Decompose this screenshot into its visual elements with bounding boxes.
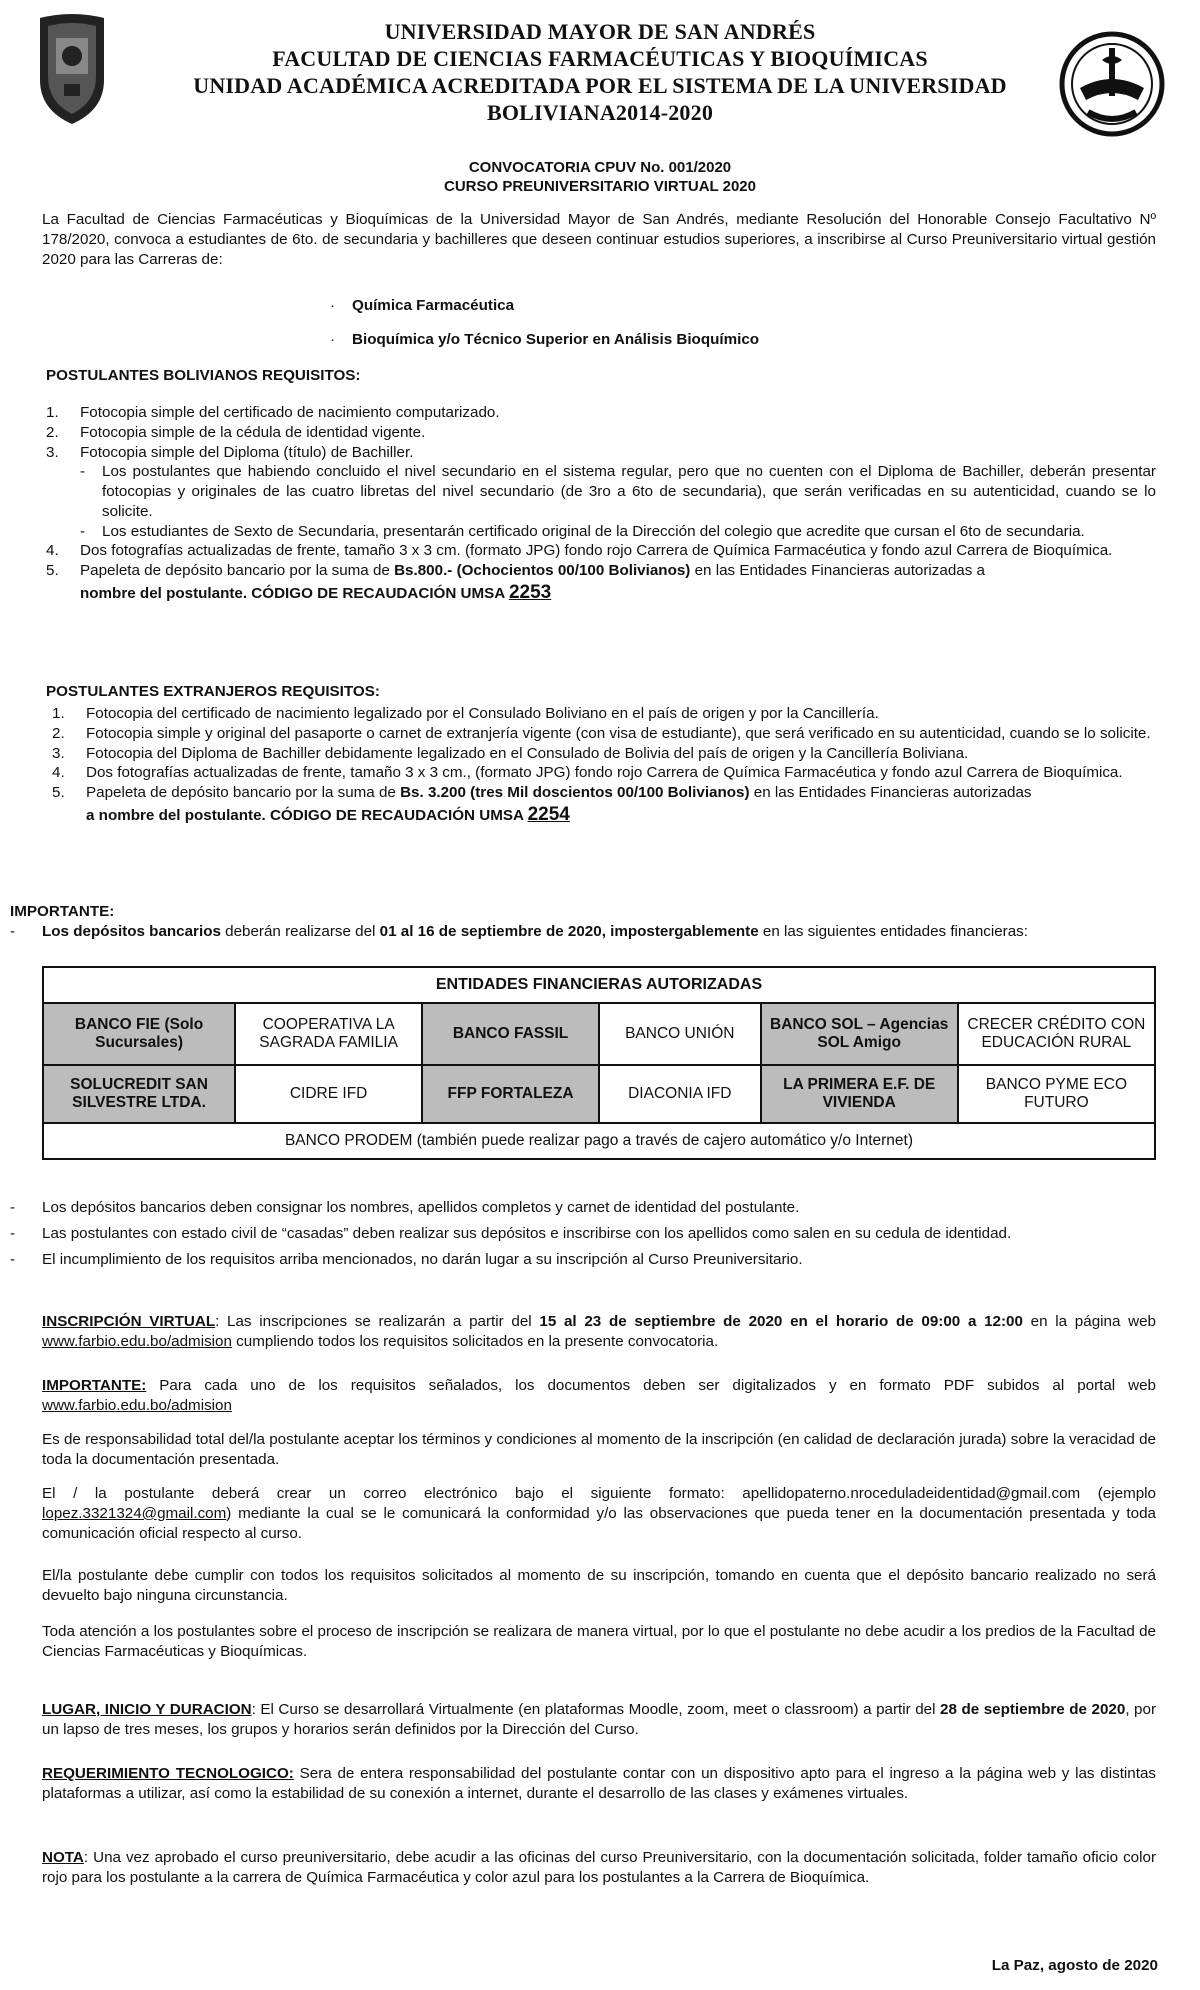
- convocatoria-title: CONVOCATORIA CPUV No. 001/2020: [468, 159, 732, 176]
- list-subitem: - Los postulantes que habiendo concluido el nivel secundario en el sistema regular, pero que no cuenten con el Diploma de Bachiller, deberán presentar fotocopias y originales de las cuatro libretas del nivel secundario (de 3ro a 6to de secundaria), que serán verificadas en su autenticidad, cuando se lo solicite.: [80, 463, 1156, 520]
- table-row: [43, 1123, 1155, 1159]
- list-subitem: - Los estudiantes de Sexto de Secundaria, presentarán certificado original de la Dirección del colegio que acredite que cursan el 6to de secundaria.: [80, 522, 1085, 540]
- list-item: 3. Fotocopia del Diploma de Bachiller debidamente legalizado en el Consulado de Bolivia del país de origen y la Cancillería Boliviana.: [52, 744, 969, 762]
- table-header: ENTIDADES FINANCIERAS AUTORIZADAS: [43, 967, 1155, 1003]
- email-example: lopez.3321324@gmail.com: [42, 1504, 227, 1522]
- faculty-name: FACULTAD DE CIENCIAS FARMACÉUTICAS Y BIOQUÍMICAS: [272, 46, 928, 71]
- list-item: 1. Fotocopia simple del certificado de nacimiento computarizado.: [46, 404, 500, 421]
- extranjeros-requirements: [52, 704, 1156, 827]
- career-item: · Química Farmacéutica: [330, 297, 515, 314]
- university-name: UNIVERSIDAD MAYOR DE SAN ANDRÉS: [384, 19, 816, 44]
- list-item: 1. Fotocopia del certificado de nacimiento legalizado por el Consulado Boliviano en el país de origen y por la Cancillería.: [52, 705, 879, 722]
- importante-pdf-paragraph: IMPORTANTE: Para cada uno de los requisitos señalados, los documentos deben ser digitalizados y en formato PDF subidos al portal web www.farbio.edu.bo/admision: [42, 1377, 1156, 1414]
- table-cell: BANCO FASSIL: [422, 1003, 599, 1065]
- list-item: - El incumplimiento de los requisitos arriba mencionados, no darán lugar a su inscripción al Curso Preuniversitario.: [10, 1250, 803, 1268]
- table-cell: BANCO SOL – Agencias SOL Amigo: [761, 1003, 958, 1065]
- recaudacion-code: 2253: [508, 581, 552, 603]
- accreditation-years: BOLIVIANA2014-2020: [486, 100, 714, 125]
- table-cell: LA PRIMERA E.F. DE VIVIENDA: [761, 1065, 958, 1123]
- lugar-paragraph: LUGAR, INICIO Y DURACION: El Curso se desarrollará Virtualmente (en plataformas Moodle, zoom, meet o classroom) a partir del 28 de septiembre de 2020, por un lapso de tres meses, los grupos y horarios serán definidos por la Dirección del Curso.: [42, 1701, 1157, 1738]
- table-cell: CRECER CRÉDITO CON EDUCACIÓN RURAL: [958, 1003, 1155, 1065]
- cumplir-paragraph: El/la postulante debe cumplir con todos los requisitos solicitados al momento de su inscripción, tomando en cuenta que el depósito bancario realizado no será devuelto bajo ninguna circunstancia.: [42, 1567, 1156, 1604]
- portal-link[interactable]: www.farbio.edu.bo/admision: [42, 1396, 232, 1414]
- responsabilidad-paragraph: Es de responsabilidad total del/la postulante aceptar los términos y condiciones al momento de la inscripción (en calidad de declaración jurada) sobre la veracidad de toda la documentación presentada.: [42, 1431, 1156, 1468]
- intro-paragraph: La Facultad de Ciencias Farmacéuticas y Bioquímicas de la Universidad Mayor de San Andrés, mediante Resolución del Honorable Consejo Facultativo Nº 178/2020, convoca a estudiantes de 6to. de secundaria y bachilleres que deseen continuar estudios superiores, a inscribirse al Curso Preuniversitario virtual gestión 2020 para las Carreras de:: [42, 211, 1156, 268]
- university-seal-icon: [34, 10, 110, 128]
- requerimiento-paragraph: REQUERIMIENTO TECNOLOGICO: Sera de entera responsabilidad del postulante contar con un dispositivo apto para el ingreso a la página web y las distintas plataformas a utilizar, así como la estabilidad de su conexión a internet, durante el desarrollo de las clases y exámenes virtuales.: [42, 1765, 1156, 1802]
- financial-entities-table: [42, 966, 1156, 1160]
- table-cell: BANCO PYME ECO FUTURO: [958, 1065, 1155, 1123]
- list-item: 3. Fotocopia simple del Diploma (título) de Bachiller.: [46, 443, 414, 461]
- table-cell: DIACONIA IFD: [599, 1065, 761, 1123]
- table-cell: CIDRE IFD: [235, 1065, 422, 1123]
- table-cell: BANCO UNIÓN: [599, 1003, 761, 1065]
- inscripcion-paragraph: INSCRIPCIÓN VIRTUAL: Las inscripciones se realizarán a partir del 15 al 23 de septiembre de 2020 en el horario de 09:00 a 12:00 en la página web www.farbio.edu.bo/admision cumpliendo todos los requisitos solicitados en la presente convocatoria.: [42, 1313, 1156, 1350]
- table-cell: BANCO FIE (Solo Sucursales): [43, 1003, 235, 1065]
- list-item: 5. Papeleta de depósito bancario por la suma de Bs.800.- (Ochocientos 00/100 Bolivianos) en las Entidades Financieras autorizadas a nombre del postulante. CÓDIGO DE RECAUDACIÓN UMSA 2253: [46, 562, 986, 603]
- list-item: 5. Papeleta de depósito bancario por la suma de Bs. 3.200 (tres Mil doscientos 00/100 Bolivianos) en las Entidades Financieras autorizadas a nombre del postulante. CÓDIGO DE RECAUDACIÓN UMSA 2254: [52, 784, 1032, 825]
- list-item: 4. Dos fotografías actualizadas de frente, tamaño 3 x 3 cm. (formato JPG) fondo rojo Carrera de Química Farmacéutica y fondo azul Carrera de Bioquímica.: [46, 542, 1113, 560]
- recaudacion-code: 2254: [527, 803, 570, 825]
- table-row: [43, 1065, 1155, 1123]
- closing-place-date: La Paz, agosto de 2020: [991, 1957, 1158, 1974]
- table-cell: FFP FORTALEZA: [422, 1065, 599, 1123]
- list-item: - Los depósitos bancarios deben consignar los nombres, apellidos completos y carnet de identidad del postulante.: [10, 1199, 800, 1216]
- correo-paragraph: El / la postulante deberá crear un correo electrónico bajo el siguiente formato: apellidopaterno.nroceduladeidentidad@gmail.com (ejemplo lopez.3321324@gmail.com) mediante la cual se le comunicará la conformidad y/o las observaciones que pueda tener en la documentación presentada y toda comunicación oficial respecto al curso.: [42, 1485, 1156, 1542]
- list-item: 2. Fotocopia simple de la cédula de identidad vigente.: [46, 423, 426, 441]
- table-footer: BANCO PRODEM (también puede realizar pago a través de cajero automático y/o Internet): [43, 1123, 1155, 1159]
- nota-paragraph: NOTA: Una vez aprobado el curso preuniversitario, debe acudir a las oficinas del curso Preuniversitario, con la documentación solicitada, folder tamaño oficio color rojo para los postulante a la carrera de Química Farmacéutica y color azul para los postulantes a la Carrera de Bioquímica.: [42, 1849, 1156, 1886]
- career-item: · Bioquímica y/o Técnico Superior en Análisis Bioquímico: [330, 331, 760, 348]
- deposit-dates-note: - Los depósitos bancarios deberán realizarse del 01 al 16 de septiembre de 2020, impostergablemente en las siguientes entidades financieras:: [10, 923, 1028, 940]
- admision-link[interactable]: www.farbio.edu.bo/admision: [42, 1332, 232, 1350]
- list-item: 2. Fotocopia simple y original del pasaporte o carnet de extranjería vigente (con visa de estudiante), que será verificado en su autenticidad, cuando se lo solicite.: [52, 724, 1151, 742]
- table-row: [43, 1003, 1155, 1065]
- atencion-paragraph: Toda atención a los postulantes sobre el proceso de inscripción se realizara de manera virtual, por lo que el postulante no debe acudir a los predios de la Facultad de Ciencias Farmacéuticas y Bioquímicas.: [42, 1623, 1156, 1660]
- accreditation-line: UNIDAD ACADÉMICA ACREDITADA POR EL SISTEMA DE LA UNIVERSIDAD: [193, 73, 1007, 98]
- list-item: 4. Dos fotografías actualizadas de frente, tamaño 3 x 3 cm., (formato JPG) fondo rojo Carrera de Química Farmacéutica y fondo azul Carrera de Bioquímica.: [52, 764, 1123, 782]
- importante-heading: IMPORTANTE:: [10, 903, 115, 920]
- bolivianos-requirements: [46, 403, 1156, 605]
- bolivianos-heading: POSTULANTES BOLIVIANOS REQUISITOS:: [46, 367, 361, 384]
- table-cell: SOLUCREDIT SAN SILVESTRE LTDA.: [43, 1065, 235, 1123]
- faculty-emblem-icon: [1058, 30, 1166, 138]
- extranjeros-heading: POSTULANTES EXTRANJEROS REQUISITOS:: [46, 683, 380, 700]
- convocatoria-subtitle: CURSO PREUNIVERSITARIO VIRTUAL 2020: [443, 178, 756, 195]
- deposit-notes: [10, 1198, 1156, 1269]
- table-cell: COOPERATIVA LA SAGRADA FAMILIA: [235, 1003, 422, 1065]
- list-item: - Las postulantes con estado civil de “casadas” deben realizar sus depósitos e inscribirse con los apellidos como salen en su cedula de identidad.: [10, 1224, 1012, 1242]
- careers-list: [330, 296, 1130, 350]
